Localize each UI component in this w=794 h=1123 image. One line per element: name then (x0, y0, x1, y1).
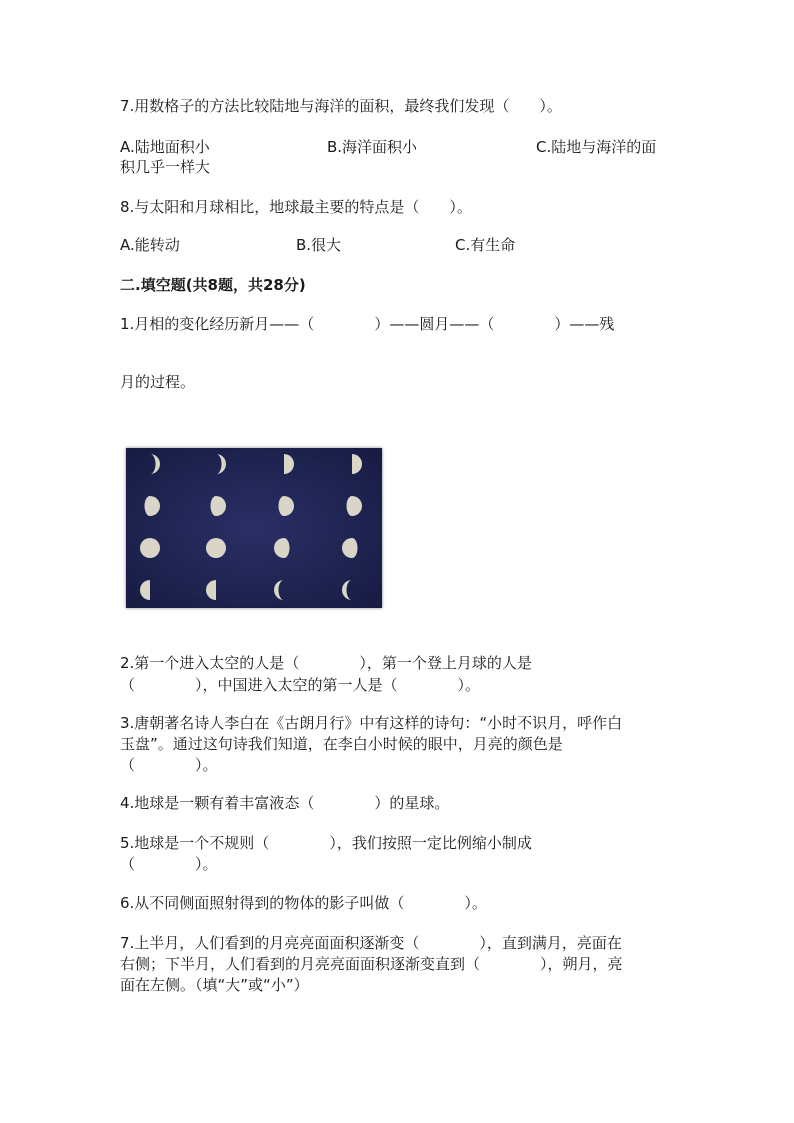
fill-1-line-2: 月的过程。 (120, 373, 196, 391)
moon-waning-gibbous-icon (274, 538, 290, 558)
moon-waxing-gibbous-icon (145, 496, 161, 516)
question-8-option-a: A.能转动 (120, 236, 180, 254)
fill-6-line-1: 6.从不同侧面照射得到的物体的影子叫做（ ）。 (120, 894, 487, 912)
moon-waxing-gibbous-icon (347, 496, 363, 516)
question-7-option-c: C.陆地与海洋的面 (536, 138, 657, 156)
moon-full-icon (206, 538, 226, 558)
fill-1-line-1: 1.月相的变化经历新月——（ ）——圆月——（ ）——残 (120, 315, 615, 333)
question-7-option-a: A.陆地面积小 (120, 138, 210, 156)
fill-2-line-2: （ ），中国进入太空的第一人是（ ）。 (120, 676, 481, 694)
moon-last-quarter-icon (140, 580, 150, 600)
question-7-stem: 7.用数格子的方法比较陆地与海洋的面积，最终我们发现（ ）。 (120, 97, 562, 115)
question-8-stem: 8.与太阳和月球相比，地球最主要的特点是（ ）。 (120, 198, 472, 216)
moon-waning-gibbous-icon (342, 538, 358, 558)
fill-7-line-3: 面在左侧。（填“大”或“小”） (120, 976, 309, 994)
moon-phases-grid (126, 448, 382, 608)
moon-waxing-crescent-icon (216, 454, 226, 474)
moon-waxing-gibbous-icon (211, 496, 227, 516)
moon-first-quarter-icon (284, 454, 294, 474)
fill-7-line-2: 右侧；下半月，人们看到的月亮亮面面积逐渐变直到（ ），朔月，亮 (120, 955, 623, 973)
fill-3-line-2: 玉盘”。通过这句诗我们知道，在李白小时候的眼中，月亮的颜色是 (120, 735, 563, 753)
moon-full-icon (140, 538, 160, 558)
moon-last-quarter-icon (206, 580, 216, 600)
section-2-heading: 二.填空题(共8题，共28分) (120, 276, 306, 294)
fill-2-line-1: 2.第一个进入太空的人是（ ），第一个登上月球的人是 (120, 654, 532, 672)
moon-first-quarter-icon (352, 454, 362, 474)
question-8-option-b: B.很大 (296, 236, 342, 254)
fill-3-line-3: （ ）。 (120, 756, 218, 774)
moon-waxing-crescent-icon (150, 454, 160, 474)
fill-4-line-1: 4.地球是一颗有着丰富液态（ ）的星球。 (120, 794, 450, 812)
moon-waxing-gibbous-icon (279, 496, 295, 516)
moon-waning-crescent-icon (342, 580, 352, 600)
question-7-option-c-continuation: 积几乎一样大 (120, 158, 211, 176)
question-8-option-c: C.有生命 (455, 236, 516, 254)
fill-5-line-1: 5.地球是一个不规则（ ），我们按照一定比例缩小制成 (120, 834, 532, 852)
fill-7-line-1: 7.上半月，人们看到的月亮亮面面积逐渐变（ ），直到满月，亮面在 (120, 934, 622, 952)
fill-3-line-1: 3.唐朝著名诗人李白在《古朗月行》中有这样的诗句：“小时不识月，呼作白 (120, 714, 623, 732)
fill-5-line-2: （ ）。 (120, 855, 218, 873)
question-7-option-b: B.海洋面积小 (327, 138, 418, 156)
moon-waning-crescent-icon (274, 580, 284, 600)
moon-phases-image (126, 448, 382, 608)
